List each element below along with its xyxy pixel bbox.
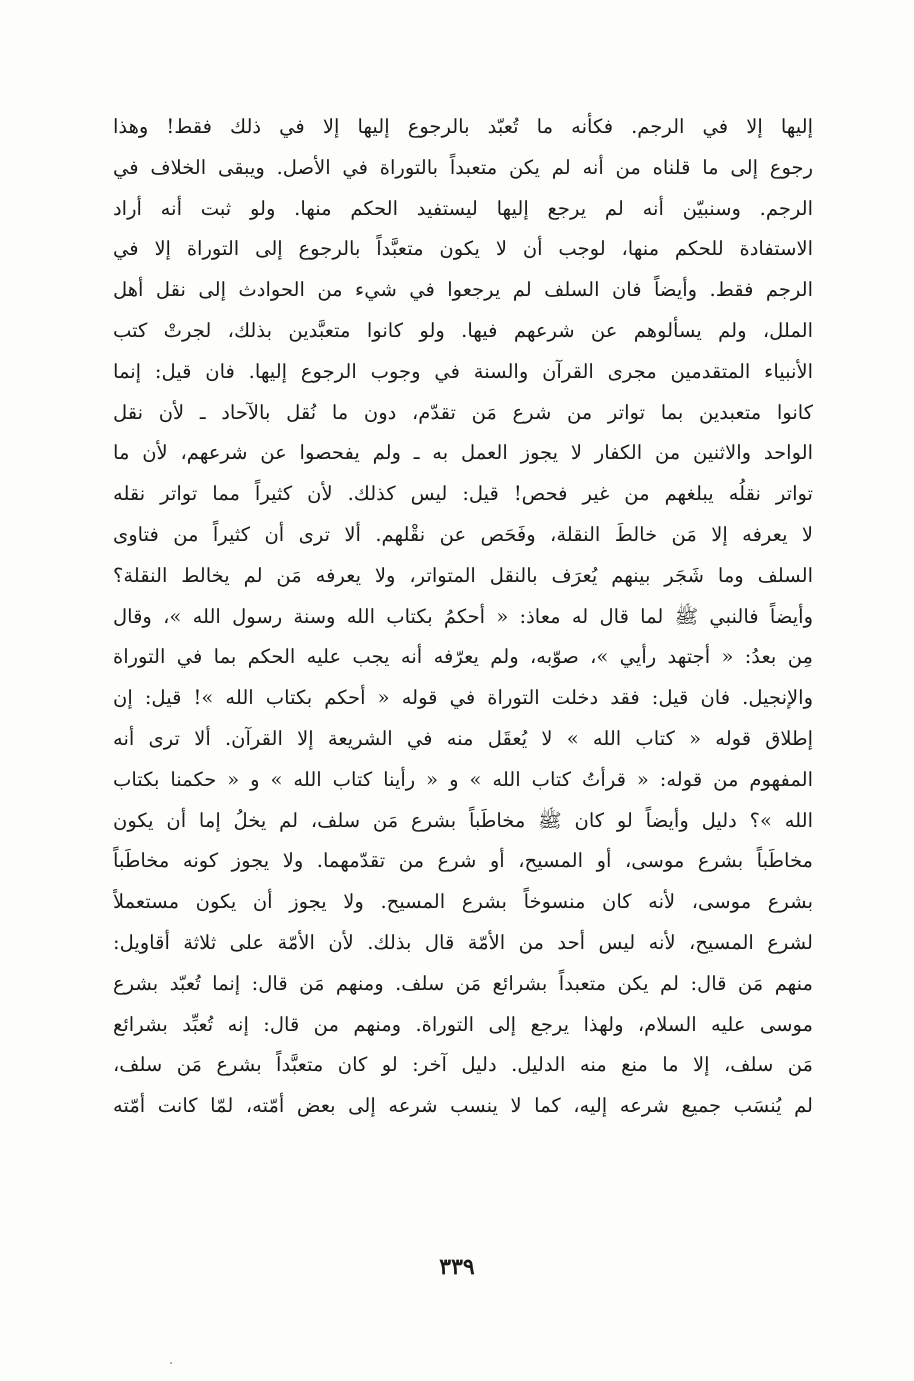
text-line-21: لشرع المسيح، لأنه ليس أحد من الأمّة قال بذلك. لأن الأمّة على ثلاثة أقاويل: — [113, 930, 813, 954]
body-text — [113, 107, 813, 1127]
scan-speck — [170, 1362, 172, 1364]
text-line-11: لا يعرفه إلا مَن خالطَ النقلة، وفَحَص عن نقْلهم. ألا ترى أن كثيراً من فتاوى — [113, 522, 813, 546]
text-line-14: مِن بعدُ: « أجتهد رأيي »، صوّبه، ولم يعرّفه أنه يجب عليه الحكم بما في التوراة — [113, 645, 813, 669]
text-line-8: كانوا متعبدين بما تواتر من شرع مَن تقدّم، دون ما نُقل بالآحاد ـ لأن نقل — [113, 400, 813, 424]
text-line-25: لم يُنسَب جميع شرعه إليه، كما لا ينسب شرعه إلى بعض أمّته، لمّا كانت أمّته — [113, 1094, 813, 1118]
text-line-20: بشرع موسى، لأنه كان منسوخاً بشرع المسيح. ولا يجوز أن يكون مستعملاً — [113, 890, 813, 914]
text-line-22: منهم مَن قال: لم يكن متعبداً بشرائع مَن سلف. ومنهم مَن قال: إنما تُعبّد بشرع — [113, 971, 813, 995]
text-line-7: الأنبياء المتقدمين مجرى القرآن والسنة في وجوب الرجوع إليها. فان قيل: إنما — [113, 359, 813, 383]
text-line-1: إليها إلا في الرجم. فكأنه ما تُعبّد بالرجوع إليها إلا في ذلك فقط! وهذا — [113, 115, 813, 138]
text-line-17: المفهوم من قوله: « قرأتُ كتاب الله » و « رأينا كتاب الله » و « حكمنا بكتاب — [113, 767, 813, 791]
text-line-4: الاستفادة للحكم منها، لوجب أن لا يكون متعبَّداً بالرجوع إلى التوراة إلا في — [113, 237, 813, 261]
text-line-3: الرجم. وسنبيّن أنه لم يرجع إليها ليستفيد الحكم منها. ولو ثبت أنه أراد — [113, 196, 813, 220]
text-line-9: الواحد والاثنين من الكفار لا يجوز العمل به ـ ولم يفحصوا عن شرعهم، لأن ما — [113, 441, 813, 465]
text-line-19: مخاطَباً بشرع موسى، أو المسيح، أو شرع من تقدّمهما. ولا يجوز كونه مخاطَباً — [113, 849, 813, 873]
text-line-24: مَن سلف، إلا ما منع منه الدليل. دليل آخر: لو كان متعبَّداً بشرع مَن سلف، — [113, 1053, 813, 1077]
text-line-5: الرجم فقط. وأيضاً فان السلف لم يرجعوا في شيء من الحوادث إلى نقل أهل — [113, 278, 813, 302]
text-line-16: إطلاق قوله « كتاب الله » لا يُعقَل منه في الشريعة إلا القرآن. ألا ترى أنه — [113, 726, 813, 750]
text-line-10: تواتر نقلُه يبلغهم من غير فحص! قيل: ليس كذلك. لأن كثيراً مما تواتر نقله — [113, 482, 813, 506]
text-line-2: رجوع إلى ما قلناه من أنه لم يكن متعبداً بالتوراة في الأصل. ويبقى الخلاف في — [113, 155, 813, 179]
text-line-23: موسى عليه السلام، ولهذا يرجع إلى التوراة. ومنهم من قال: إنه تُعبِّد بشرائع — [113, 1012, 813, 1036]
text-line-18: الله »؟ دليل وأيضاً لو كان ﷺ مخاطَباً بشرع مَن سلف، لم يخلُ إما أن يكون — [113, 808, 813, 832]
text-line-12: السلف وما شَجَر بينهم يُعرَف بالنقل المتواتر، ولا يعرفه مَن لم يخالط النقلة؟ — [113, 563, 813, 587]
page-number: ٣٣٩ — [439, 1254, 475, 1280]
text-line-15: والإنجيل. فان قيل: فقد دخلت التوراة في قوله « أحكم بكتاب الله »! قيل: إن — [113, 686, 813, 710]
text-line-6: الملل، ولم يسألوهم عن شرعهم فيها. ولو كانوا متعبَّدين بذلك، لجرتْ كتب — [113, 318, 813, 342]
text-line-13: وأيضاً فالنبي ﷺ لما قال له معاذ: « أحكمُ بكتاب الله وسنة رسول الله »، وقال — [113, 604, 813, 628]
